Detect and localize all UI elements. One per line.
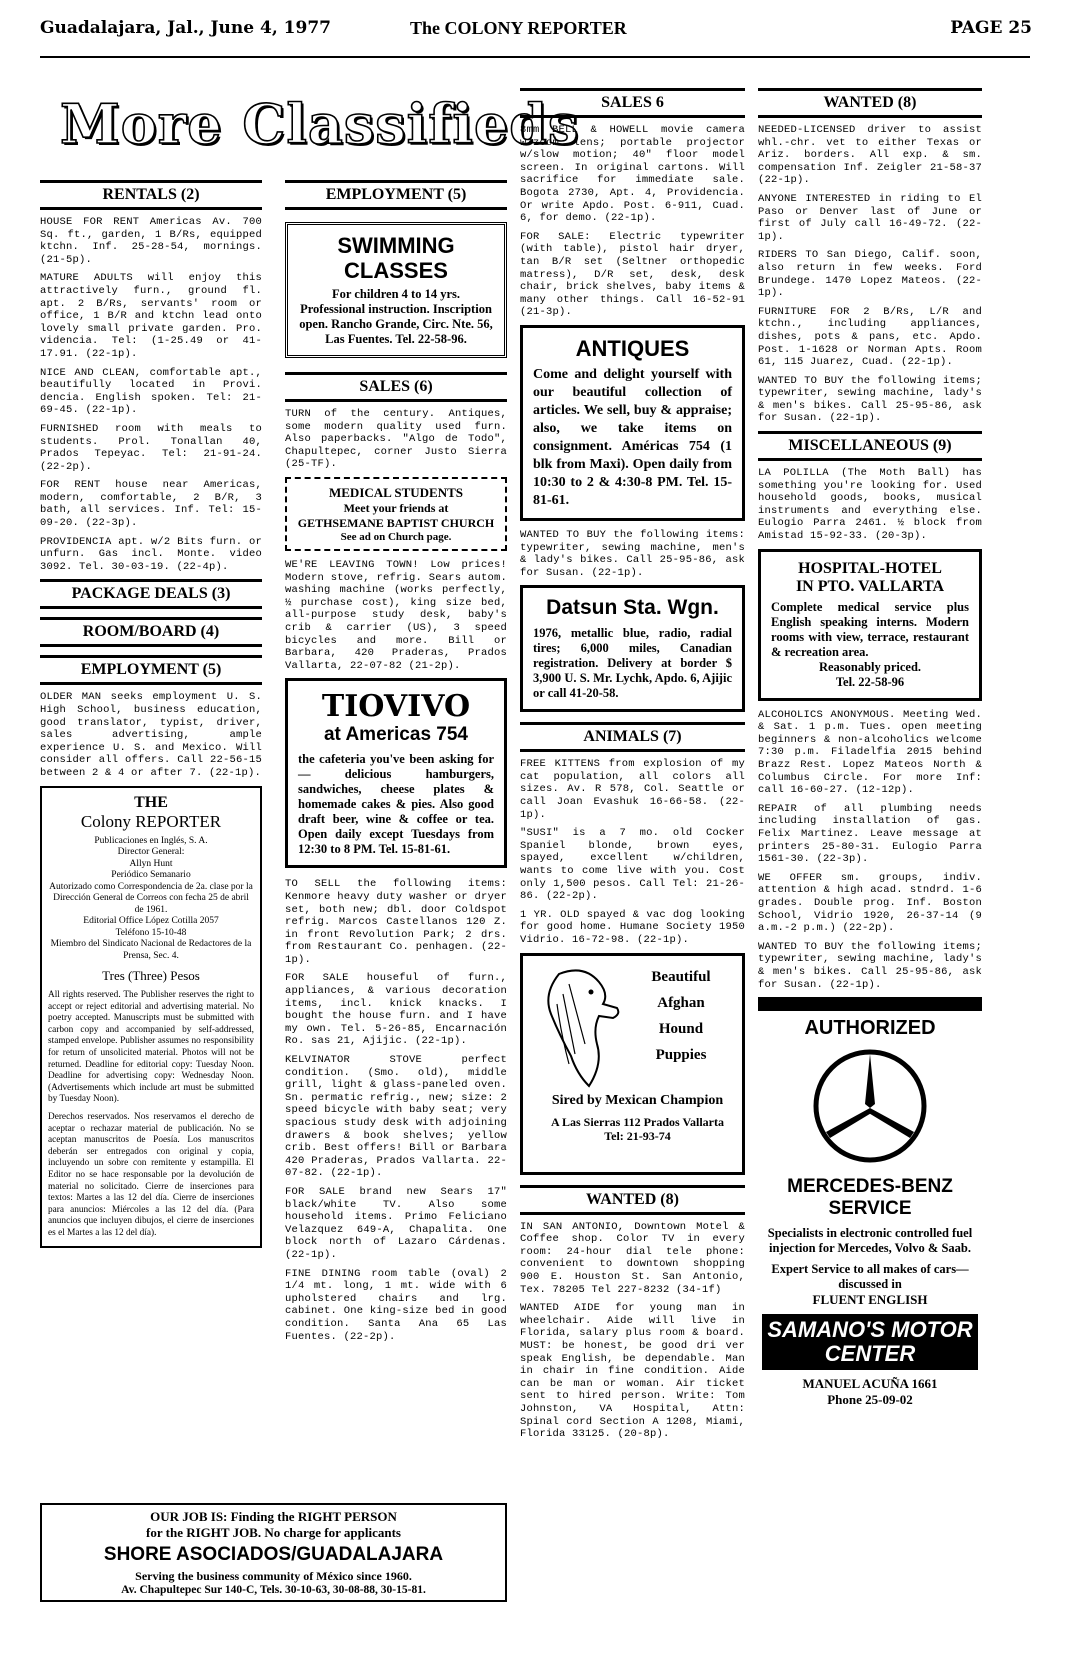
medical-line2: GETHSEMANE BAPTIST CHURCH [297, 515, 495, 530]
classified-ad: PROVIDENCIA apt. w/2 Bits furn. or unfurn. Gas incl. Monte. video 3092. Tel. 30-03-19. (22-4p). [40, 535, 262, 573]
mercedes-expert: Expert Service to all makes of cars—discussed in [771, 1262, 969, 1292]
section-wanted-heading: WANTED (8) [758, 88, 982, 118]
masthead-name: Colony REPORTER [80, 811, 222, 831]
mercedes-star-icon [810, 1046, 930, 1166]
hospital-tel: Tel. 22-58-96 [835, 674, 905, 689]
classified-ad: ALCOHOLICS ANONYMOUS. Meeting Wed. & Sat. 1 p.m. Tues. open meeting beginners & non-alcoholics welcome 7:30 p.m. Filadelfia 2015 behind Brazz Rest. Lopez Mateos North & Columbus Circle. For more Inf: call 16-60-27. (12-12p). [758, 708, 982, 797]
section-misc-heading: MISCELLANEOUS (9) [758, 431, 982, 461]
col2-ads [285, 878, 507, 1343]
mercedes-fluent: FLUENT ENGLISH [812, 1292, 928, 1308]
hospital-hotel-ad [758, 549, 982, 701]
animals-list [520, 758, 745, 946]
classified-ad: LA POLILLA (The Moth Ball) has something you're looking for. Used household goods, books, musical instruments and everything else. Eulogio Parra 2461. ½ block from Amistad 15-92-33. (20-3p). [758, 467, 982, 543]
classified-ad: WE'RE LEAVING TOWN! Low prices! Modern stove, refrig. Sears autom. washing machine (works perfectly, ½ purchase cost), king size bed, all-purpose study desk, baby's crib & carrier (US), 3 speed bicycles and more. Bill or Barbara, 420 Praderas, Prados Vallarta, 22-07-82 (21-2p). [285, 558, 507, 672]
classified-ad: MATURE ADULTS will enjoy this attractively furn., ground fl. apt. 2 B/Rs, servants' room or office, 1 B/R and ktchn lead onto lovely small private garden. Pro. videncia. Tel: (1-25.49 or 41-17.91. (22-1p). [40, 272, 262, 360]
masthead-price: Tres (Three) Pesos [102, 968, 200, 984]
tiovivo-ad [285, 678, 507, 868]
masthead-line: Allyn Hunt [129, 858, 173, 869]
rentals-list [40, 216, 262, 573]
dog-illustration-icon [529, 964, 629, 1094]
medical-line3: See ad on Church page. [340, 530, 452, 543]
swimming-text: For children 4 to 14 yrs. Professional instruction. Inscription open. Rancho Grande, Circ. Nte. 56, Las Fuentes. Tel. 22-58-96. [299, 287, 493, 346]
column-2 [285, 180, 507, 1349]
classified-ad: FINE DINING room table (oval) 2 1/4 mt. long, 1 mt. wide with 6 upholstered chairs and lrg. cabinet. One king-size bed in good condition. Santa Ana 65 Las Fuentes. (22-2p). [285, 1267, 507, 1343]
classified-ad: HOUSE FOR RENT Americas Av. 700 Sq. ft., garden, 1 B/Rs, equipped ktchn. Inf. 25-28-54, mornings. (21-5p). [40, 216, 262, 266]
classified-ad: FREE KITTENS from explosion of my cat population, all colors all sizes. Av. R 578, Col. Seattle or call Joan Evashuk 16-66-58. (22-1p). [520, 758, 745, 821]
header-paper-name: The COLONY REPORTER [410, 18, 627, 38]
employment-ad [40, 691, 262, 779]
masthead-line: Publicaciones en Inglés, S. A. [94, 835, 208, 846]
tiovivo-title: TIOVIVO [321, 689, 471, 725]
mercedes-person: MANUEL ACUÑA 1661 [802, 1376, 938, 1392]
classified-ad: 1 YR. OLD spayed & vac dog looking for good home. Humane Society 1950 Vidrio. 16-72-98. (22-1p). [520, 908, 745, 946]
tiovivo-sub: at Americas 754 [323, 724, 468, 746]
page-title: More Classifieds [60, 92, 580, 156]
classified-ad: FURNITURE FOR 2 B/Rs, L/R and ktchn., including appliances, dishes, pots & pans, etc. Apdo. Post. 1-1628 or Norman Apts. Room 61, 115 Juarez, Cuad. (22-1p). [758, 305, 982, 369]
classified-ad: NICE AND CLEAN, comfortable apt., beautifully located in Provi. dencia. English spoken. Tel: 21-69-45. (22-1p). [40, 366, 262, 417]
mercedes-benz-ad [758, 1011, 982, 1414]
header-place-date: Guadalajara, Jal., June 4, 1977 [40, 18, 331, 38]
header-rule [40, 56, 1030, 58]
section-wanted-heading: WANTED (8) [520, 1185, 745, 1215]
section-employment-heading: EMPLOYMENT (5) [285, 180, 507, 210]
classified-ad: OLDER MAN seeks employment U. S. High School, business education, good translator, typist, driver, sales advertising, ample experience U. S. and Mexico. Will consider all offers. Call 22-56-15 between 2 & 4 or after 7. (22-1p). [40, 691, 262, 779]
section-animals-heading: ANIMALS (7) [520, 722, 745, 752]
afghan-address: A Las Sierras 112 Prados Vallarta Tel: 21-93-74 [550, 1114, 724, 1143]
antiques-title: ANTIQUES [575, 335, 690, 361]
masthead-line: Periódico Semanario [111, 870, 191, 881]
afghan-sired: Sired by Mexican Champion [551, 1092, 724, 1108]
medical-title: MEDICAL STUDENTS [328, 484, 463, 500]
column-4 [758, 88, 982, 1414]
section-rentals-heading: RENTALS (2) [40, 180, 262, 210]
afghan-line: Beautiful [651, 968, 711, 985]
section-sales-heading: SALES (6) [285, 372, 507, 402]
polilla-ad [758, 467, 982, 543]
masthead-line: Teléfono 15-10-48 [115, 927, 187, 938]
classified-ad: WANTED TO BUY the following items; typewriter, sewing machine, lady's & men's bikes. Call 25-95-86, ask for Susan. (22-1p). [758, 374, 982, 425]
swimming-classes-ad [285, 222, 507, 358]
section-sales-heading: SALES 6 [520, 88, 745, 118]
classified-ad: NEEDED-LICENSED driver to assist whl.-chr. vet to either Texas or Ariz. borders. All exp. & sm. compensation Inf. Zeigler 21-58-37 (22-1p). [758, 124, 982, 187]
header-page-number: PAGE 25 [950, 18, 1032, 38]
masthead-rights: All rights reserved. The Publisher reserves the right to accept or reject editorial and advertising material. No poetry accepted. Manuscripts must be submitted with carbon copy and accompanied by self-addressed, stamped envelope. Publisher assumes no responsibility for return of unsolicited material. Photos will not be returned. Deadline for editorial copy: Tuesday Noon. Deadline for advertising copy: Wednesday Noon. (Advertisements which include art must be submitted by Tuesday Noon). [48, 990, 254, 1105]
classified-ad: WANTED TO BUY the following items; typewriter, sewing machine, lady's & men's bikes. Call 25-95-86, ask for Susan. (22-1p). [758, 940, 982, 991]
classified-ad: WE OFFER sm. groups, indiv. attention & high acad. stndrd. 1-6 grades. Double prog. Inf. Boston School, Vidrio 1920, 26-37-14 (9 a.m.-2 p.m.) (22-2p). [758, 871, 982, 935]
mercedes-name: MERCEDES-BENZ SERVICE [787, 1176, 953, 1220]
hospital-price: Reasonably priced. [818, 659, 922, 674]
hospital-title1: HOSPITAL-HOTEL [798, 559, 942, 577]
classified-ad: REPAIR of all plumbing needs including installation of gas. Felix Martinez. Leave message at printers 25-80-31. Eulogio Parra 1561-30. (22-3p). [758, 802, 982, 866]
classified-ad: FOR SALE houseful of furn., appliances, & various decoration items, incl. knick knacks. I bought the house furn. and I have my own. Tel. 5-26-85, Encarnación Ro. sas 21, Ajijic. (22-1p). [285, 972, 507, 1048]
classified-ad: IN SAN ANTONIO, Downtown Motel & Coffee shop. Color TV in every room: 24-hour dial tele phone: convenient to downtown shopping 900 E. Houston St. San Antonio, Tex. 78205 Tel 227-8232 (34-1f) [520, 1220, 745, 1296]
classified-ad: FOR SALE brand new Sears 17" black/white TV. Also some household items. Primo Feliciano Velazquez 649-A, Chapalita. One block north of Lazaro Cárdenas. (22-1p). [285, 1185, 507, 1261]
tiovivo-text: the cafeteria you've been asking for — delicious hamburgers, sandwiches, cheese plates & homemade cakes & pies. Also good draft beer, wine & coffee or tea. Open daily except Tuesdays from 12:30 to 8 PM. Tel. 15-81-61. [298, 752, 494, 857]
shore-line1: OUR JOB IS: Finding the RIGHT PERSON [150, 1509, 397, 1524]
shore-line4: Av. Chapultepec Sur 140-C, Tels. 30-10-63, 30-08-88, 30-15-81. [121, 1584, 426, 1596]
afghan-line: Puppies [655, 1046, 707, 1063]
classified-ad: KELVINATOR STOVE perfect condition. (Smo. old), middle grill, light & glass-paneled oven. Sn. permatic refrig., new; size: 2 speed bicycle with baby seat; very spacious study desk with adjoining drawers & book shelves; yellow crib. Best offers! Bill or Barbara 420 Praderas, Prados Vallarta. 22-07-82. (22-1p). [285, 1054, 507, 1180]
classified-ad: FOR SALE: Electric typewriter (with table), pistol hair dryer, tan B/R set (Seltner orthopedic matress), D/R set, desk, desk chair, brick shelves, baby items & many other things. Call 16-52-91 (21-3p). [520, 230, 745, 319]
afghan-line: Afghan [657, 994, 705, 1011]
masthead-derechos: Derechos reservados. Nos reservamos el derecho de aceptar o rechazar material de publicación. No se aceptan manuscritos de Poesía. Los manuscritos deberán ser entregados con original y copia, incluyendo un sobre con remitente y estampilla. El Editor no se hace responsable por la devolución de material no solicitado. Cierre de inserciones para textos: Martes a las 12 del día. Cierre de inserciones para anuncios: Miércoles a las 12 del día. (Para anuncios que incluyen dibujos, el cierre de inserciones es el Martes a las 12 del día). [48, 1112, 254, 1238]
column-1 [40, 180, 262, 1248]
classified-ad: TO SELL the following items: Kenmore heavy duty washer or dryer set, both new; dbl. door Coldspot refrig. Marcos Castellanos 120 Z. in front Revolution Park; 2 drs. from Restaurant Co. penhagen. (22-1p). [285, 878, 507, 966]
black-rule-bar [758, 997, 982, 1011]
classified-ad: WANTED TO BUY the following items: typewriter, sewing machine, men's & lady's bikes. Call 25-95-86, ask for Susan. (22-1p). [520, 528, 745, 579]
classified-ad: WANTED AIDE for young man in wheelchair. Aide will live in Florida, salary plus room & board. MUST: be honest, be good dri ver speak English, be dependable. Man in chair in fine condition. Aide can be man or woman. Air ticket sent to hired person. Write: Tom Johnston, VA Hospital, Attn: Spinal cord Section A 1208, Miami, Florida 33125. (20-8p). [520, 1302, 745, 1441]
shore-line3: Serving the business community of México since 1960. [135, 1569, 412, 1583]
classified-ad: ANYONE INTERESTED in riding to El Paso or Denver last of June or first of July call 16-49-72. (22-1p). [758, 192, 982, 243]
medical-line1: Meet your friends at [343, 500, 449, 515]
hospital-text: Complete medical service plus English speaking interns. Modern rooms with view, terrace, restaurant & recreation area. [771, 599, 969, 659]
masthead-line: Autorizado como Correspondencia de 2a. clase por la Dirección General de Correos con fecha 25 de abril de 1961. [49, 881, 253, 915]
leaving-ad [285, 559, 507, 672]
classified-ad: RIDERS TO San Diego, Calif. soon, also return in few weeks. Ford Brundege. 1470 Lopez Mateos. (22-1p). [758, 249, 982, 300]
section-roomboard-heading: ROOM/BOARD (4) [40, 617, 262, 647]
afghan-line: Hound [658, 1020, 704, 1037]
shore-line2: for the RIGHT JOB. No charge for applicants [146, 1525, 401, 1540]
col3-wanted-list [520, 1221, 745, 1441]
swimming-title: SWIMMING CLASSES [337, 233, 455, 283]
classified-ad: "SUSI" is a 7 mo. old Cocker Spaniel blonde, brown eyes, spayed, excellent w/children, wants to come live with you. Cost only 1,500 pesos. Call Tel: 21-26-86. (22-2p). [520, 827, 745, 903]
antiques-text: Come and delight yourself with our beautiful collection of articles. We sell, buy & appraise; also, we take items on consignment. Américas 754 (1 blk from Maxi). Open daily from 10:30 to 2 & 4:30-8 PM. Tel. 15-81-61. [533, 366, 732, 508]
column-3 [520, 88, 745, 1447]
classified-ad: TURN of the century. Antiques, some modern quality used furn. Also paperbacks. "Algo de Todo", Chapultepec, corner Justo Sierra (25-TF). [285, 408, 507, 471]
shore-name: SHORE ASOCIADOS/GUADALAJARA [103, 1544, 444, 1565]
masthead-box [40, 786, 262, 1248]
antiques-ad [520, 325, 745, 521]
samanos-logo: SAMANO'S MOTOR CENTER [762, 1314, 978, 1370]
datsun-title: Datsun Sta. Wgn. [546, 596, 719, 620]
mercedes-spec: Specialists in electronic controlled fuel injection for Mercedes, Volvo & Saab. [767, 1226, 973, 1256]
section-employment-heading: EMPLOYMENT (5) [40, 655, 262, 685]
section-package-heading: PACKAGE DEALS (3) [40, 579, 262, 609]
turn-ad [285, 408, 507, 471]
col4-ads2 [758, 709, 982, 991]
shore-asociados-ad [40, 1503, 507, 1602]
hospital-title2: IN PTO. VALLARTA [795, 577, 945, 595]
afghan-hound-ad [520, 953, 745, 1175]
classified-ad: FURNISHED room with meals to students. Prol. Tonallan 40, Prados Tepeyac. Tel: 21-91-24. (22-2p). [40, 422, 262, 473]
datsun-ad [520, 585, 745, 712]
wanted-buy-ad [520, 529, 745, 579]
masthead-the: THE [134, 793, 168, 811]
col4-wanted-list [758, 124, 982, 425]
col3-sales-ads [520, 124, 745, 319]
mercedes-authorized: AUTHORIZED [804, 1017, 936, 1040]
masthead-line: Director General: [117, 847, 185, 858]
classified-ad: FOR RENT house near Americas, modern, comfortable, 2 B/R, 3 bath, all services. Inf. Tel: 15-09-20. (22-3p). [40, 479, 262, 530]
medical-students-ad [285, 477, 507, 551]
classified-ad: 8mm BELL & HOWELL movie camera w/zoom lens; portable projector w/slow motion; 40" floor model screen. In original cartons. Will sacrifice for immediate sale. Bogota 2730, Apt. 4, Providencia. Or write Apdo. Post. 6-911, Cuad. 6, for demo. (22-1p). [520, 124, 745, 225]
datsun-text: 1976, metallic blue, radio, radial tires; 6,000 miles, Canadian registration. Delivery at border $ 3,900 U. S. Mr. Lychk, Apdo. 6, Ajijic or call 41-20-58. [533, 626, 732, 701]
masthead-line: Editorial Office López Cotilla 2057 [83, 916, 219, 927]
mercedes-phone: Phone 25-09-02 [827, 1392, 913, 1408]
masthead-line: Miembro del Sindicato Nacional de Redactores de la Prensa, Sec. 4. [50, 939, 252, 961]
